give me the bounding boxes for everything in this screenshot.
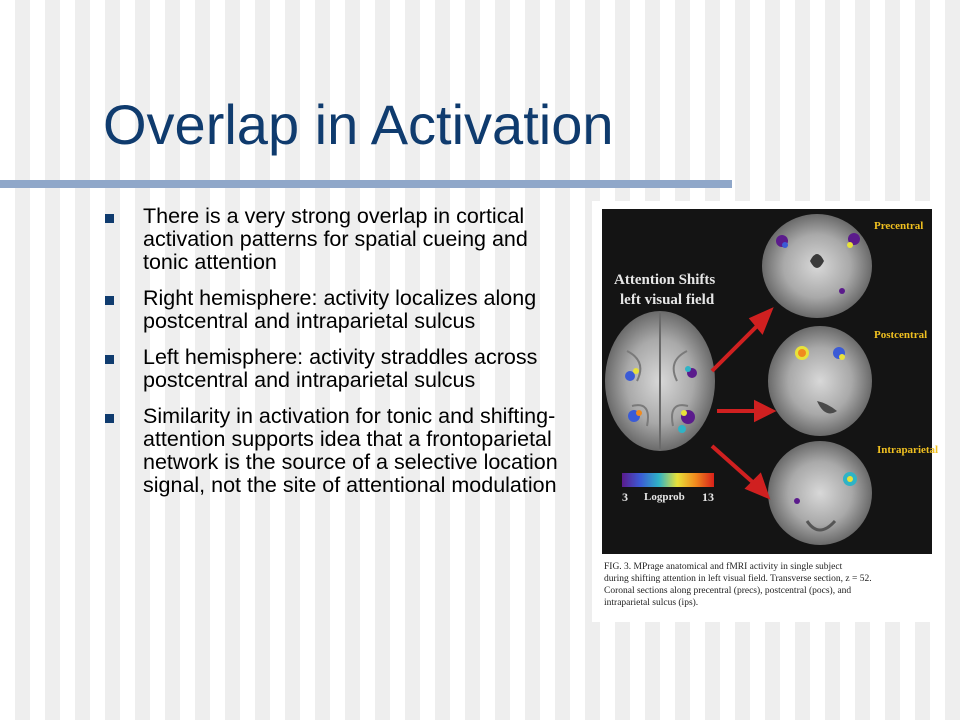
bullet-list <box>105 205 575 510</box>
bullet-square-icon <box>105 355 114 364</box>
caption-line: intraparietal sulcus (ips). <box>604 598 699 608</box>
caption-line: Coronal sections along precentral (precs), postcentral (pocs), and <box>604 586 852 596</box>
title-divider <box>0 180 732 188</box>
logprob-color-scale <box>622 473 714 487</box>
scale-min: 3 <box>622 490 628 504</box>
bullet-text: Similarity in activation for tonic and shifting-attention supports idea that a frontoparietal network is the source of a selective location signal, not the site of attentional modulation <box>143 404 558 497</box>
bullet-item <box>105 346 575 392</box>
bullet-item <box>105 205 575 274</box>
label-postcentral: Postcentral <box>874 329 928 341</box>
scale-max: 13 <box>702 490 714 504</box>
bullet-text: Left hemisphere: activity straddles across postcentral and intraparietal sulcus <box>143 345 538 392</box>
fmri-figure <box>592 201 942 622</box>
bullet-square-icon <box>105 414 114 423</box>
bullet-item <box>105 287 575 333</box>
label-precentral: Precentral <box>874 220 924 232</box>
bullet-item <box>105 405 575 497</box>
figure-heading-line2: left visual field <box>620 292 715 308</box>
figure-heading-line1: Attention Shifts <box>614 272 716 288</box>
bullet-text: There is a very strong overlap in cortical activation patterns for spatial cueing and tonic attention <box>143 204 528 274</box>
fmri-figure-image <box>592 201 942 622</box>
caption-line: during shifting attention in left visual field. Transverse section, z = 52. <box>604 574 872 584</box>
slide-title: Overlap in Activation <box>103 93 614 156</box>
label-intraparietal: Intraparietal <box>877 444 939 456</box>
coronal-brain-postcentral <box>768 326 872 436</box>
bullet-square-icon <box>105 214 114 223</box>
bullet-square-icon <box>105 296 114 305</box>
caption-line: FIG. 3. MPrage anatomical and fMRI activity in single subject <box>604 562 843 572</box>
figure-caption <box>604 561 872 608</box>
scale-label: Logprob <box>644 491 685 503</box>
bullet-text: Right hemisphere: activity localizes along postcentral and intraparietal sulcus <box>143 286 537 333</box>
